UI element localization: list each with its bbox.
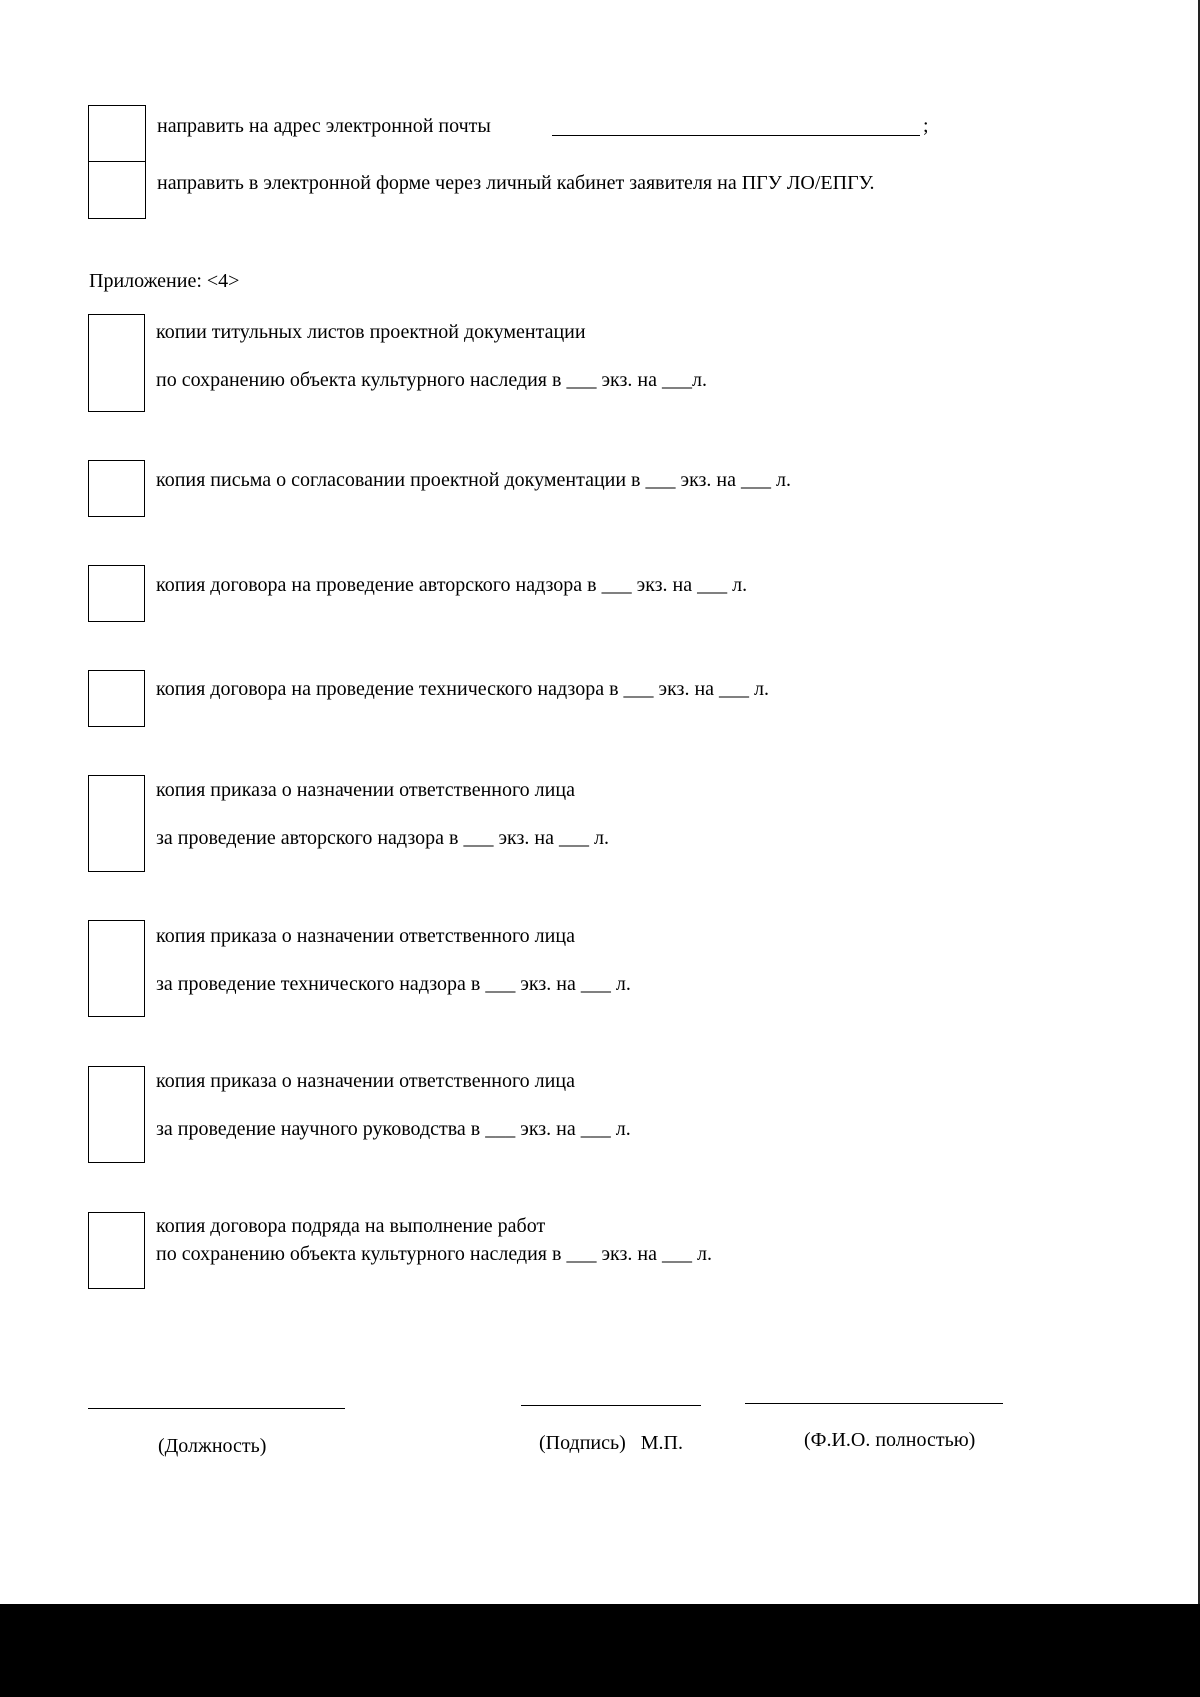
signature-field[interactable] [521, 1405, 701, 1406]
full-name-caption: (Ф.И.О. полностью) [804, 1429, 976, 1451]
attachment-item-4-line1: копия договора на проведение технического надзора в ___ экз. на ___ л. [156, 678, 770, 700]
email-address-field[interactable] [552, 135, 920, 136]
attachment-item-6-line2: за проведение технического надзора в ___ экз. на ___ л. [156, 973, 631, 995]
attachment-item-3-line1: копия договора на проведение авторского надзора в ___ экз. на ___ л. [156, 574, 748, 596]
attachment-checkbox-4[interactable] [88, 670, 145, 727]
scan-bottom-border [0, 1604, 1200, 1697]
attachment-checkbox-7[interactable] [88, 1066, 145, 1163]
full-name-field[interactable] [745, 1403, 1003, 1404]
attachment-item-2-line1: копия письма о согласовании проектной документации в ___ экз. на ___ л. [156, 469, 791, 491]
attachment-item-5-line2: за проведение авторского надзора в ___ экз. на ___ л. [156, 827, 609, 849]
attachment-item-8-line1: копия договора подряда на выполнение работ [156, 1215, 546, 1237]
attachment-item-7-line2: за проведение научного руководства в ___ экз. на ___ л. [156, 1118, 631, 1140]
position-caption: (Должность) [158, 1435, 267, 1457]
attachment-item-7-line1: копия приказа о назначении ответственного лица [156, 1070, 575, 1092]
attachment-checkbox-6[interactable] [88, 920, 145, 1017]
email-delivery-checkbox[interactable] [88, 105, 146, 163]
attachments-heading: Приложение: <4> [89, 270, 240, 292]
email-field-end: ; [923, 115, 929, 137]
attachment-checkbox-8[interactable] [88, 1212, 145, 1289]
position-field[interactable] [88, 1408, 345, 1409]
attachment-checkbox-1[interactable] [88, 314, 145, 412]
signature-caption: (Подпись) М.П. [539, 1432, 683, 1454]
attachment-item-1-line1: копии титульных листов проектной документации [156, 321, 586, 343]
cabinet-delivery-label: направить в электронной форме через личный кабинет заявителя на ПГУ ЛО/ЕПГУ. [157, 172, 875, 194]
attachment-item-6-line1: копия приказа о назначении ответственного лица [156, 925, 575, 947]
attachment-item-1-line2: по сохранению объекта культурного наследия в ___ экз. на ___л. [156, 369, 707, 391]
email-delivery-label: направить на адрес электронной почты [157, 115, 491, 137]
attachment-checkbox-5[interactable] [88, 775, 145, 872]
attachment-checkbox-2[interactable] [88, 460, 145, 517]
cabinet-delivery-checkbox[interactable] [88, 161, 146, 219]
attachment-item-5-line1: копия приказа о назначении ответственного лица [156, 779, 575, 801]
attachment-checkbox-3[interactable] [88, 565, 145, 622]
attachment-item-8-line2: по сохранению объекта культурного наследия в ___ экз. на ___ л. [156, 1243, 712, 1265]
